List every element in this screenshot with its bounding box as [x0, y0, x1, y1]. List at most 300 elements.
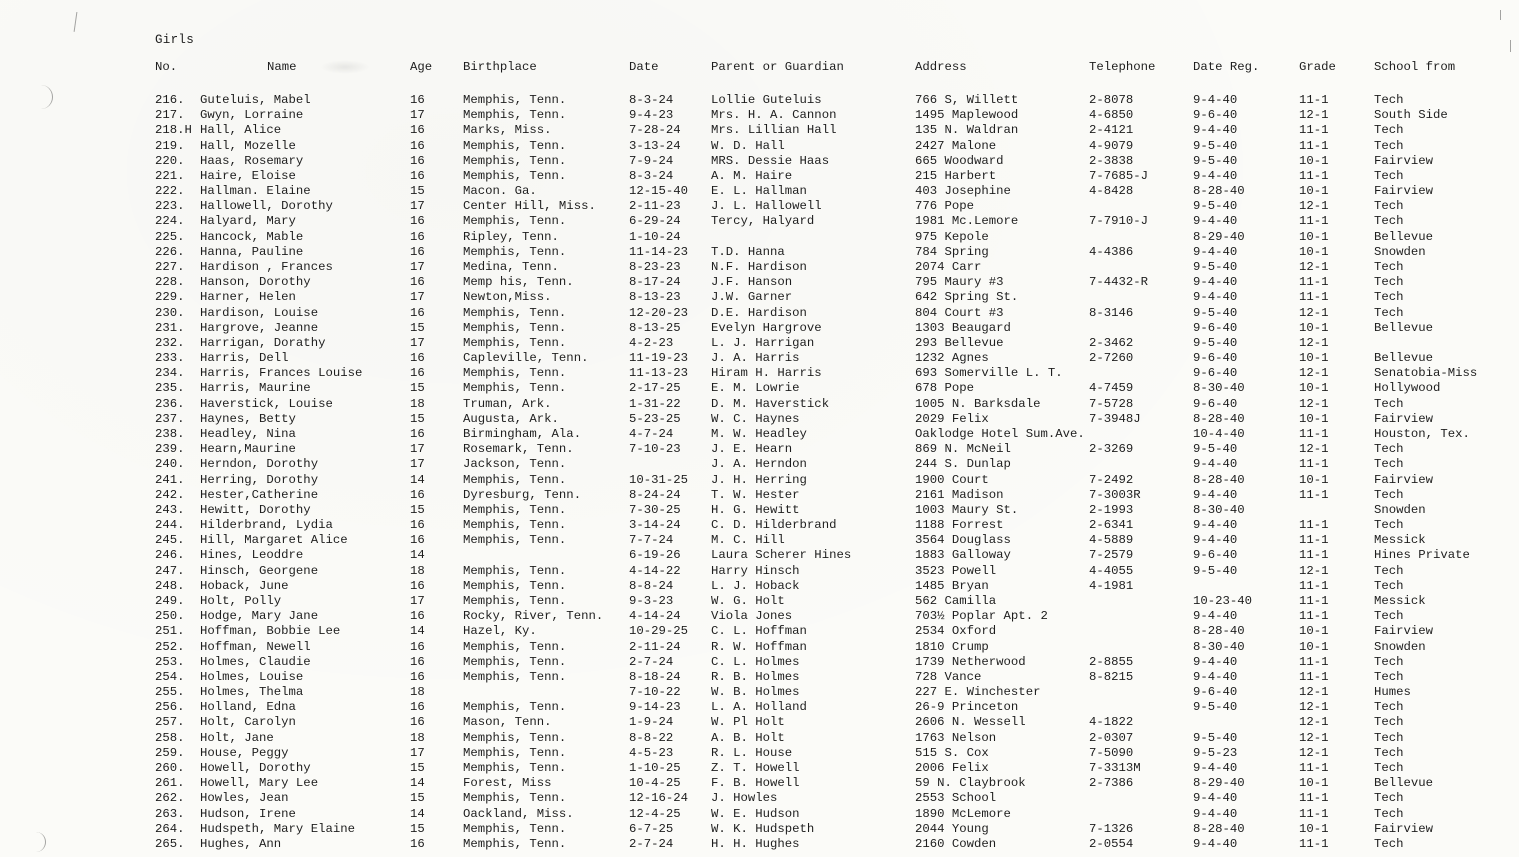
cell-no: 264. — [155, 821, 185, 836]
cell-grade: 10-1 — [1299, 639, 1329, 654]
cell-parent: Mrs. Lillian Hall — [711, 123, 837, 138]
cell-age: 15 — [410, 502, 425, 517]
cell-date: 12-20-23 — [629, 305, 689, 320]
cell-date-reg: 8-29-40 — [1193, 229, 1245, 244]
cell-birthplace: Memphis, Tenn. — [463, 654, 567, 669]
column-header-grade: Grade — [1299, 60, 1336, 74]
cell-no: 233. — [155, 351, 185, 366]
cell-birthplace: Rocky, River, Tenn. — [463, 609, 604, 624]
cell-grade: 11-1 — [1299, 290, 1329, 305]
cell-parent: Z. T. Howell — [711, 760, 800, 775]
cell-parent: C. L. Holmes — [711, 654, 800, 669]
cell-birthplace: Memphis, Tenn. — [463, 168, 567, 183]
cell-parent: R. W. Hoffman — [711, 639, 807, 654]
cell-birthplace: Macon. Ga. — [463, 184, 537, 199]
column-header-age: Age — [410, 60, 433, 74]
cell-grade: 11-1 — [1299, 533, 1329, 548]
cell-age: 16 — [410, 609, 425, 624]
cell-date-reg: 9-5-40 — [1193, 730, 1238, 745]
cell-date-reg: 9-5-23 — [1193, 745, 1238, 760]
cell-address: 3564 Douglass — [915, 533, 1011, 548]
cell-birthplace: Memphis, Tenn. — [463, 593, 567, 608]
cell-date-reg: 9-5-40 — [1193, 700, 1238, 715]
cell-age: 16 — [410, 138, 425, 153]
cell-date-reg: 9-6-40 — [1193, 320, 1238, 335]
margin-pencil-mark — [40, 85, 53, 109]
cell-no: 217. — [155, 108, 185, 123]
cell-grade: 11-1 — [1299, 578, 1329, 593]
cell-no: 240. — [155, 457, 185, 472]
cell-grade: 11-1 — [1299, 427, 1329, 441]
cell-school-from: Snowden — [1374, 639, 1426, 654]
cell-grade: 11-1 — [1299, 806, 1329, 821]
cell-date: 3-13-24 — [629, 138, 681, 153]
cell-grade: 10-1 — [1299, 244, 1329, 259]
cell-address: Oaklodge Hotel Sum.Ave. — [915, 427, 1085, 441]
cell-parent: T. W. Hester — [711, 487, 800, 502]
cell-address: 642 Spring St. — [915, 290, 1019, 305]
cell-telephone: 4-8428 — [1089, 184, 1134, 199]
cell-date: 7-30-25 — [629, 502, 681, 517]
cell-school-from: Tech — [1374, 275, 1404, 290]
cell-date-reg: 9-6-40 — [1193, 548, 1238, 563]
cell-school-from: Tech — [1374, 93, 1404, 107]
cell-date-reg: 9-5-40 — [1193, 335, 1238, 350]
cell-school-from: Tech — [1374, 168, 1404, 183]
cell-age: 17 — [410, 199, 425, 214]
cell-address: 293 Bellevue — [915, 335, 1004, 350]
cell-school-from: Messick — [1374, 593, 1426, 608]
cell-date: 1-9-24 — [629, 715, 674, 730]
cell-birthplace: Memphis, Tenn. — [463, 578, 567, 593]
cell-no: 232. — [155, 335, 185, 350]
cell-date: 7-28-24 — [629, 123, 681, 138]
cell-address: 2044 Young — [915, 821, 989, 836]
cell-date-reg: 9-5-40 — [1193, 563, 1238, 578]
cell-grade: 12-1 — [1299, 745, 1329, 760]
cell-age: 17 — [410, 442, 425, 457]
cell-parent: R. B. Holmes — [711, 669, 800, 684]
cell-birthplace: Marks, Miss. — [463, 123, 552, 138]
cell-no: 222. — [155, 184, 185, 199]
cell-name: Howell, Mary Lee — [200, 776, 319, 791]
cell-age: 14 — [410, 624, 425, 639]
cell-birthplace: Memphis, Tenn. — [463, 366, 567, 381]
cell-grade: 10-1 — [1299, 776, 1329, 791]
cell-name: Herndon, Dorothy — [200, 457, 319, 472]
cell-address: 515 S. Cox — [915, 745, 989, 760]
cell-school-from: Fairview — [1374, 472, 1434, 487]
cell-birthplace: Memphis, Tenn. — [463, 760, 567, 775]
cell-name: Hilderbrand, Lydia — [200, 518, 333, 532]
cell-grade: 11-1 — [1299, 760, 1329, 775]
cell-name: Hoffman, Bobbie Lee — [200, 624, 341, 639]
cell-address: 1303 Beaugard — [915, 320, 1011, 335]
cell-no: 227. — [155, 260, 185, 274]
cell-age: 15 — [410, 320, 425, 335]
cell-address: 227 E. Winchester — [915, 685, 1041, 699]
cell-address: 1900 Court — [915, 472, 989, 487]
cell-address: 1495 Maplewood — [915, 108, 1019, 123]
column-header-address: Address — [915, 60, 967, 74]
cell-name: Hudspeth, Mary Elaine — [200, 821, 355, 836]
cell-date-reg: 9-4-40 — [1193, 609, 1238, 624]
cell-date-reg: 9-4-40 — [1193, 836, 1238, 851]
cell-birthplace: Ripley, Tenn. — [463, 229, 559, 244]
cell-date: 9-4-23 — [629, 108, 674, 123]
cell-school-from: Houston, Tex. — [1374, 427, 1470, 441]
cell-school-from: Tech — [1374, 305, 1404, 320]
cell-no: 259. — [155, 745, 185, 760]
cell-age: 18 — [410, 396, 425, 411]
cell-no: 218.H — [155, 123, 192, 138]
cell-date-reg: 9-5-40 — [1193, 260, 1238, 274]
cell-birthplace: Medina, Tenn. — [463, 260, 559, 274]
cell-date-reg: 8-30-40 — [1193, 502, 1245, 517]
cell-parent: Harry Hinsch — [711, 563, 800, 578]
cell-name: Hewitt, Dorothy — [200, 502, 311, 517]
cell-no: 254. — [155, 669, 185, 684]
cell-age: 15 — [410, 760, 425, 775]
cell-school-from: Tech — [1374, 260, 1404, 274]
cell-parent: J.F. Hanson — [711, 275, 793, 290]
cell-birthplace: Rosemark, Tenn. — [463, 442, 574, 457]
cell-date: 8-3-24 — [629, 168, 674, 183]
column-header-birthplace: Birthplace — [463, 60, 537, 74]
cell-no: 249. — [155, 593, 185, 608]
cell-no: 260. — [155, 760, 185, 775]
cell-school-from: Tech — [1374, 836, 1404, 851]
cell-school-from: Tech — [1374, 791, 1404, 806]
cell-grade: 12-1 — [1299, 700, 1329, 715]
cell-grade: 11-1 — [1299, 836, 1329, 851]
cell-name: Harris, Maurine — [200, 381, 311, 396]
cell-grade: 10-1 — [1299, 320, 1329, 335]
cell-address: 678 Pope — [915, 381, 975, 396]
cell-parent: N.F. Hardison — [711, 260, 807, 274]
cell-name: Haverstick, Louise — [200, 396, 333, 411]
cell-no: 263. — [155, 806, 185, 821]
cell-school-from: Fairview — [1374, 411, 1434, 426]
column-header-name: Name — [267, 60, 297, 74]
cell-birthplace: Memphis, Tenn. — [463, 502, 567, 517]
cell-name: Holt, Jane — [200, 730, 274, 745]
cell-parent: J.W. Garner — [711, 290, 793, 305]
cell-telephone: 4-6850 — [1089, 108, 1134, 123]
cell-no: 230. — [155, 305, 185, 320]
cell-school-from: Fairview — [1374, 153, 1434, 168]
cell-date-reg: 8-28-40 — [1193, 821, 1245, 836]
cell-no: 237. — [155, 411, 185, 426]
cell-parent: J. A. Herndon — [711, 457, 807, 472]
cell-date-reg: 9-4-40 — [1193, 123, 1238, 138]
cell-grade: 10-1 — [1299, 821, 1329, 836]
cell-grade: 11-1 — [1299, 609, 1329, 624]
cell-address: 562 Camilla — [915, 593, 997, 608]
cell-date-reg: 9-6-40 — [1193, 351, 1238, 366]
cell-date-reg: 9-4-40 — [1193, 806, 1238, 821]
section-label: Girls — [155, 33, 195, 47]
column-header-parent: Parent or Guardian — [711, 60, 844, 74]
cell-telephone: 4-1981 — [1089, 578, 1134, 593]
cell-school-from: Fairview — [1374, 184, 1434, 199]
cell-telephone: 2-3269 — [1089, 442, 1134, 457]
cell-birthplace: Memphis, Tenn. — [463, 305, 567, 320]
cell-address: 728 Vance — [915, 669, 982, 684]
cell-date-reg: 9-5-40 — [1193, 442, 1238, 457]
cell-age: 16 — [410, 518, 425, 532]
cell-address: 795 Maury #3 — [915, 275, 1004, 290]
cell-telephone: 2-8078 — [1089, 93, 1134, 107]
cell-date-reg: 10-4-40 — [1193, 427, 1245, 441]
cell-age: 16 — [410, 669, 425, 684]
cell-grade: 11-1 — [1299, 275, 1329, 290]
cell-parent: F. B. Howell — [711, 776, 800, 791]
cell-grade: 11-1 — [1299, 93, 1329, 107]
cell-address: 2160 Cowden — [915, 836, 997, 851]
cell-address: 26-9 Princeton — [915, 700, 1019, 715]
column-header-telephone: Telephone — [1089, 60, 1156, 74]
cell-date: 1-10-25 — [629, 760, 681, 775]
cell-age: 14 — [410, 806, 425, 821]
cell-no: 224. — [155, 214, 185, 229]
cell-parent: D. M. Haverstick — [711, 396, 830, 411]
cell-date-reg: 9-4-40 — [1193, 791, 1238, 806]
cell-grade: 12-1 — [1299, 108, 1329, 123]
cell-age: 16 — [410, 229, 425, 244]
cell-telephone: 2-3462 — [1089, 335, 1134, 350]
cell-parent: M. W. Headley — [711, 427, 807, 441]
cell-name: Holmes, Thelma — [200, 685, 304, 699]
cell-name: Hall, Alice — [200, 123, 282, 138]
cell-address: 59 N. Claybrook — [915, 776, 1026, 791]
cell-no: 250. — [155, 609, 185, 624]
cell-name: Haas, Rosemary — [200, 153, 304, 168]
cell-name: Hanna, Pauline — [200, 244, 304, 259]
cell-parent: R. L. House — [711, 745, 793, 760]
cell-school-from: Tech — [1374, 199, 1404, 214]
cell-date: 8-13-25 — [629, 320, 681, 335]
cell-grade: 11-1 — [1299, 791, 1329, 806]
cell-date: 11-14-23 — [629, 244, 689, 259]
cell-no: 216. — [155, 93, 185, 107]
cell-no: 248. — [155, 578, 185, 593]
cell-telephone: 7-7685-J — [1089, 168, 1149, 183]
cell-date-reg: 9-4-40 — [1193, 244, 1238, 259]
cell-age: 18 — [410, 730, 425, 745]
cell-grade: 11-1 — [1299, 123, 1329, 138]
cell-age: 16 — [410, 715, 425, 730]
cell-no: 239. — [155, 442, 185, 457]
cell-grade: 11-1 — [1299, 457, 1329, 472]
cell-parent: W. E. Hudson — [711, 806, 800, 821]
cell-date: 9-3-23 — [629, 593, 674, 608]
cell-birthplace: Memphis, Tenn. — [463, 335, 567, 350]
cell-no: 231. — [155, 320, 185, 335]
cell-age: 18 — [410, 563, 425, 578]
cell-age: 15 — [410, 411, 425, 426]
cell-birthplace: Memphis, Tenn. — [463, 533, 567, 548]
cell-parent: E. L. Hallman — [711, 184, 807, 199]
cell-date: 8-23-23 — [629, 260, 681, 274]
cell-birthplace: Capleville, Tenn. — [463, 351, 589, 366]
cell-age: 15 — [410, 821, 425, 836]
cell-no: 258. — [155, 730, 185, 745]
cell-no: 246. — [155, 548, 185, 563]
column-header-date-reg: Date Reg. — [1193, 60, 1260, 74]
cell-birthplace: Augusta, Ark. — [463, 411, 559, 426]
cell-birthplace: Memphis, Tenn. — [463, 138, 567, 153]
cell-date-reg: 10-23-40 — [1193, 593, 1253, 608]
cell-address: 215 Harbert — [915, 168, 997, 183]
cell-no: 243. — [155, 502, 185, 517]
cell-birthplace: Memphis, Tenn. — [463, 563, 567, 578]
cell-name: Harrigan, Dorathy — [200, 335, 326, 350]
cell-no: 220. — [155, 153, 185, 168]
cell-telephone: 4-9079 — [1089, 138, 1134, 153]
margin-pencil-mark — [74, 12, 79, 32]
cell-age: 16 — [410, 836, 425, 851]
cell-no: 255. — [155, 685, 185, 699]
cell-birthplace: Memphis, Tenn. — [463, 745, 567, 760]
cell-birthplace: Forest, Miss — [463, 776, 552, 791]
cell-date-reg: 9-5-40 — [1193, 305, 1238, 320]
cell-parent: W. Pl Holt — [711, 715, 785, 730]
cell-birthplace: Memphis, Tenn. — [463, 93, 567, 107]
cell-address: 2006 Felix — [915, 760, 989, 775]
cell-date: 4-2-23 — [629, 335, 674, 350]
cell-date: 8-17-24 — [629, 275, 681, 290]
cell-parent: C. L. Hoffman — [711, 624, 807, 639]
cell-date: 3-14-24 — [629, 518, 681, 532]
cell-grade: 11-1 — [1299, 138, 1329, 153]
cell-address: 1188 Forrest — [915, 518, 1004, 532]
cell-date: 8-8-24 — [629, 578, 674, 593]
cell-date-reg: 8-29-40 — [1193, 776, 1245, 791]
cell-telephone: 4-4055 — [1089, 563, 1134, 578]
cell-date-reg: 9-6-40 — [1193, 685, 1238, 699]
cell-age: 16 — [410, 533, 425, 548]
cell-name: Hancock, Mable — [200, 229, 304, 244]
cell-address: 776 Pope — [915, 199, 975, 214]
cell-date: 4-5-23 — [629, 745, 674, 760]
cell-address: 2427 Malone — [915, 138, 997, 153]
cell-age: 16 — [410, 168, 425, 183]
cell-no: 219. — [155, 138, 185, 153]
cell-grade: 11-1 — [1299, 654, 1329, 669]
cell-no: 247. — [155, 563, 185, 578]
cell-school-from: Tech — [1374, 487, 1404, 502]
cell-age: 16 — [410, 305, 425, 320]
cell-grade: 12-1 — [1299, 335, 1329, 350]
cell-grade: 11-1 — [1299, 487, 1329, 502]
cell-name: Holt, Polly — [200, 593, 282, 608]
cell-no: 261. — [155, 776, 185, 791]
cell-grade: 12-1 — [1299, 305, 1329, 320]
cell-school-from: Tech — [1374, 760, 1404, 775]
cell-telephone: 4-4386 — [1089, 244, 1134, 259]
cell-date: 10-4-25 — [629, 776, 681, 791]
cell-school-from: Tech — [1374, 442, 1404, 457]
cell-parent: M. C. Hill — [711, 533, 785, 548]
cell-school-from: Fairview — [1374, 821, 1434, 836]
cell-school-from: Snowden — [1374, 244, 1426, 259]
cell-date-reg: 8-30-40 — [1193, 381, 1245, 396]
cell-no: 244. — [155, 518, 185, 532]
cell-no: 226. — [155, 244, 185, 259]
cell-telephone: 2-7260 — [1089, 351, 1134, 366]
cell-name: Hughes, Ann — [200, 836, 282, 851]
cell-age: 16 — [410, 123, 425, 138]
cell-date-reg: 9-4-40 — [1193, 760, 1238, 775]
cell-birthplace: Memphis, Tenn. — [463, 836, 567, 851]
cell-date: 4-14-22 — [629, 563, 681, 578]
cell-address: 975 Kepole — [915, 229, 989, 244]
cell-birthplace: Memphis, Tenn. — [463, 244, 567, 259]
cell-name: Harner, Helen — [200, 290, 296, 305]
cell-parent: W. D. Hall — [711, 138, 785, 153]
cell-date-reg: 9-4-40 — [1193, 533, 1238, 548]
cell-no: 252. — [155, 639, 185, 654]
cell-name: Howell, Dorothy — [200, 760, 311, 775]
cell-name: Hearn,Maurine — [200, 442, 296, 457]
cell-parent: J. L. Hallowell — [711, 199, 822, 214]
cell-address: 403 Josephine — [915, 184, 1011, 199]
cell-telephone: 4-7459 — [1089, 381, 1134, 396]
cell-name: Headley, Nina — [200, 427, 296, 441]
cell-grade: 11-1 — [1299, 168, 1329, 183]
cell-school-from: Tech — [1374, 290, 1404, 305]
cell-date-reg: 8-28-40 — [1193, 472, 1245, 487]
cell-telephone: 7-1326 — [1089, 821, 1134, 836]
cell-name: Hoffman, Newell — [200, 639, 311, 654]
cell-address: 2553 School — [915, 791, 997, 806]
cell-telephone: 4-5889 — [1089, 533, 1134, 548]
cell-parent: L. A. Holland — [711, 700, 807, 715]
cell-address: 1739 Netherwood — [915, 654, 1026, 669]
cell-date: 6-29-24 — [629, 214, 681, 229]
cell-school-from: Tech — [1374, 123, 1404, 138]
cell-age: 16 — [410, 214, 425, 229]
cell-age: 17 — [410, 108, 425, 123]
cell-address: 2074 Carr — [915, 260, 982, 274]
cell-grade: 12-1 — [1299, 715, 1329, 730]
cell-date-reg: 9-5-40 — [1193, 138, 1238, 153]
cell-parent: Tercy, Halyard — [711, 214, 815, 229]
cell-parent: H. G. Hewitt — [711, 502, 800, 517]
cell-address: 135 N. Waldran — [915, 123, 1019, 138]
cell-date: 2-11-24 — [629, 639, 681, 654]
cell-address: 1810 Crump — [915, 639, 989, 654]
cell-no: 238. — [155, 427, 185, 441]
cell-grade: 10-1 — [1299, 411, 1329, 426]
cell-date: 7-7-24 — [629, 533, 674, 548]
cell-school-from: Tech — [1374, 138, 1404, 153]
cell-parent: Mrs. H. A. Cannon — [711, 108, 837, 123]
cell-no: 235. — [155, 381, 185, 396]
cell-parent: W. B. Holmes — [711, 685, 800, 699]
cell-age: 16 — [410, 700, 425, 715]
cell-date-reg: 8-30-40 — [1193, 639, 1245, 654]
cell-birthplace: Dyresburg, Tenn. — [463, 487, 582, 502]
cell-date: 9-14-23 — [629, 700, 681, 715]
cell-telephone: 7-3313M — [1089, 760, 1141, 775]
cell-date: 8-13-23 — [629, 290, 681, 305]
cell-no: 225. — [155, 229, 185, 244]
cell-date-reg: 9-4-40 — [1193, 669, 1238, 684]
cell-age: 16 — [410, 244, 425, 259]
cell-no: 265. — [155, 836, 185, 851]
